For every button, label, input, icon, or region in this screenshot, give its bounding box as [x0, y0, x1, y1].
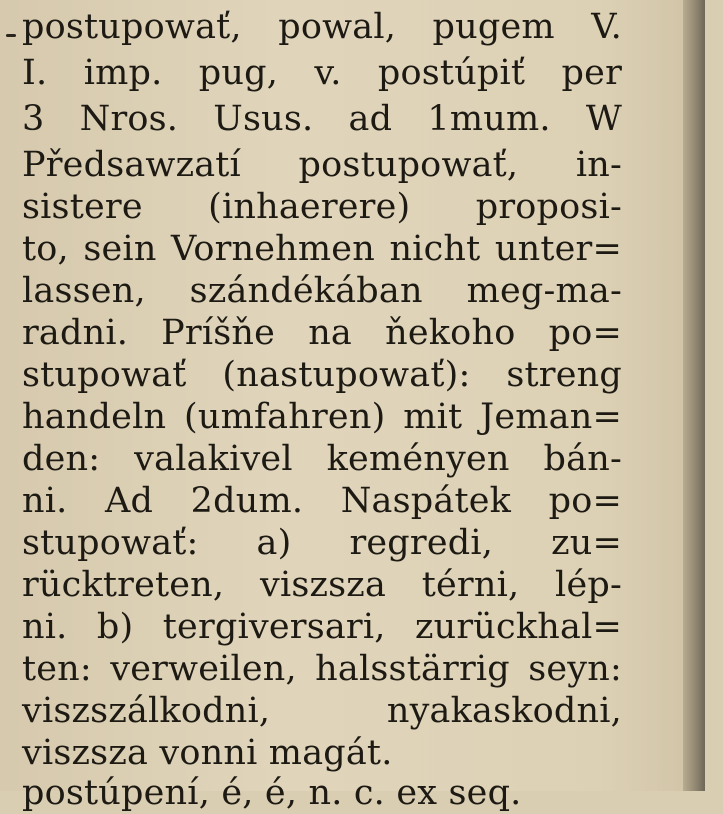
entry-line-8: radni. Príšňe na ňekoho po= — [22, 313, 622, 353]
entry-line-1: postupowať, powal, pugem V. — [22, 7, 622, 47]
entry-line-4: Předsawzatí postupowať, in- — [22, 145, 622, 185]
entry-line-9: stupowať (nastupowať): streng — [22, 355, 622, 395]
entry-line-10: handeln (umfahren) mit Jeman= — [22, 397, 622, 437]
entry-line-19: postúpení, é, é, n. c. ex seq. — [22, 773, 522, 813]
entry-line-14: rücktreten, viszsza térni, lép- — [22, 565, 622, 605]
entry-line-18: viszsza vonni magát. — [22, 733, 393, 773]
entry-line-12: ni. Ad 2dum. Naspátek po= — [22, 481, 622, 521]
entry-line-13: stupowať: a) regredi, zu= — [22, 523, 622, 563]
entry-line-6: to, sein Vornehmen nicht unter= — [22, 229, 622, 269]
entry-line-16: ten: verweilen, halsstärrig seyn: — [22, 649, 622, 689]
entry-dash-marker — [6, 34, 16, 37]
entry-line-3: 3 Nros. Usus. ad 1mum. W — [22, 99, 622, 139]
entry-line-2: I. imp. pug, v. postúpiť per — [22, 53, 622, 93]
page-edge — [683, 0, 705, 791]
entry-line-7: lassen, szándékában meg-ma- — [22, 271, 622, 311]
entry-line-17: viszszálkodni, nyakaskodni, — [22, 691, 622, 731]
entry-line-15: ni. b) tergiversari, zurückhal= — [22, 607, 622, 647]
entry-line-11: den: valakivel keményen bán- — [22, 439, 622, 479]
entry-line-5: sistere (inhaerere) proposi- — [22, 187, 622, 227]
